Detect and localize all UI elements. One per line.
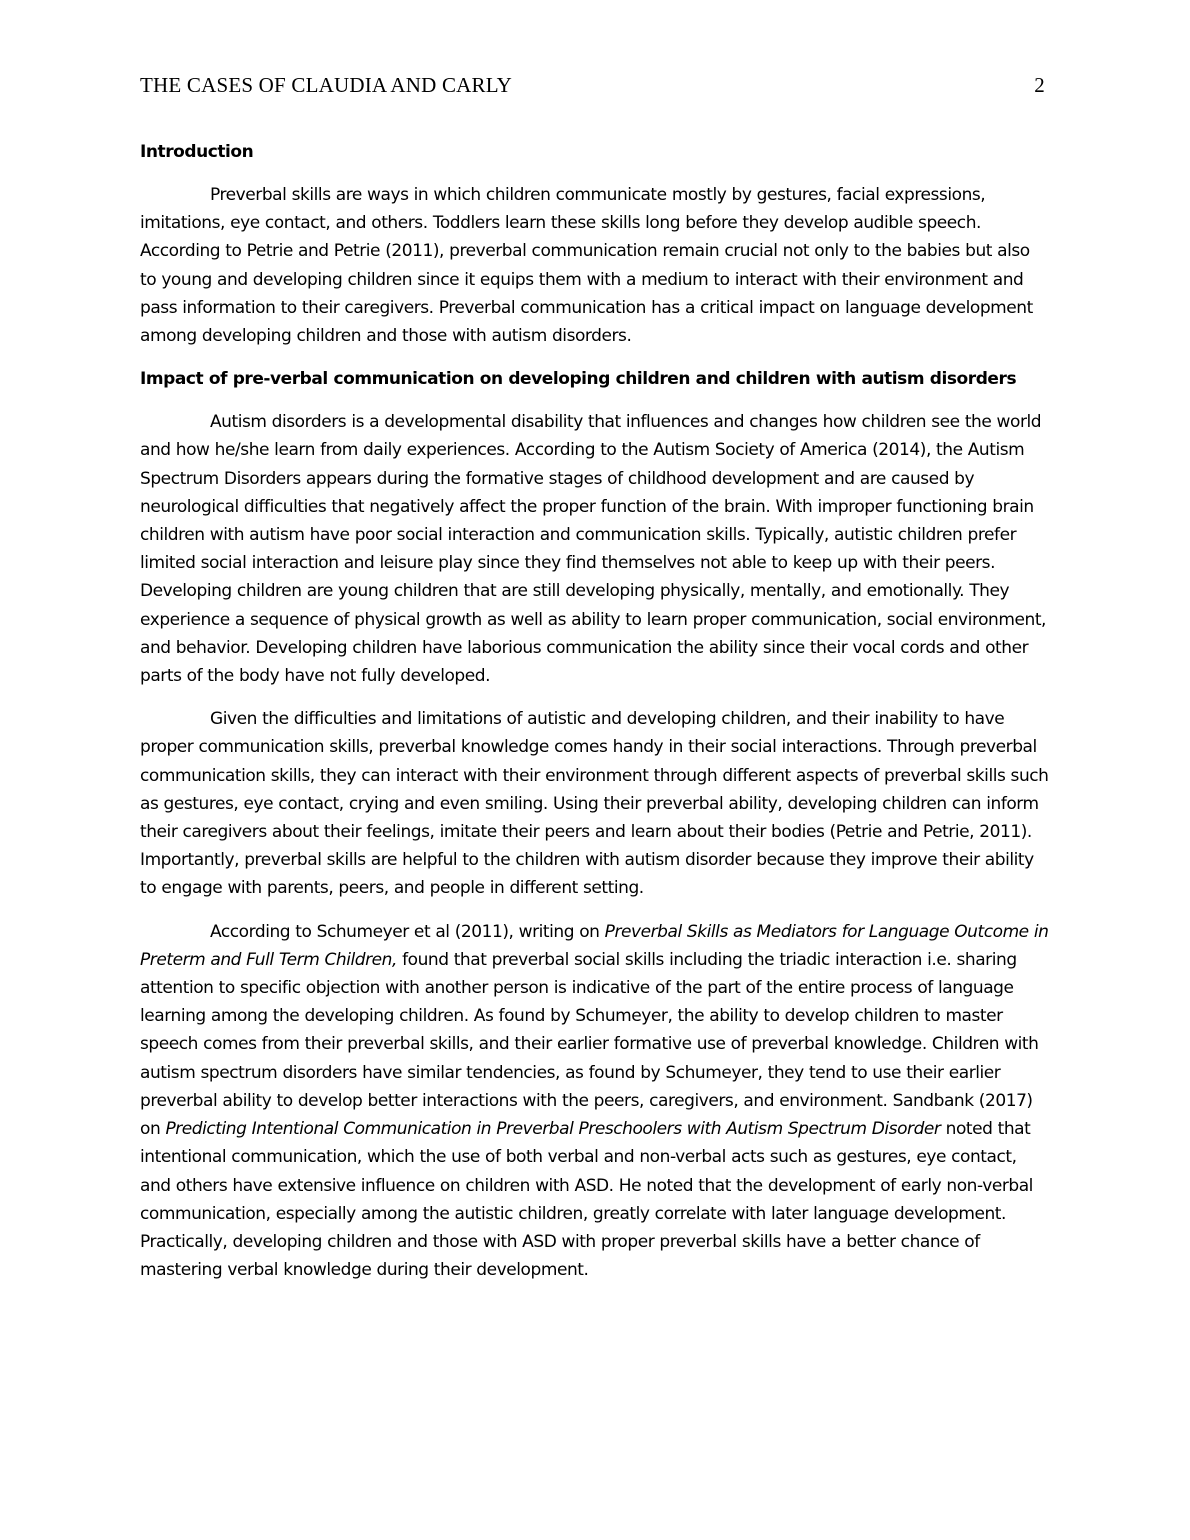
running-head-title: THE CASES OF CLAUDIA AND CARLY bbox=[140, 73, 513, 97]
section-heading-impact: Impact of pre-verbal communication on developing children and children with autism disorders bbox=[140, 369, 1017, 390]
cited-work-title: Predicting Intentional Communication in Preverbal Preschoolers with Autism Spectrum Disorder bbox=[165, 1119, 941, 1140]
paragraph-preverbal-knowledge: Given the difficulties and limitations of autistic and developing children, and their inability to have proper communication skills, preverbal knowledge comes handy in their social interactions. Through preverbal communication skills, they can interact with their environment through different aspects of preverbal skills such as gestures, eye contact, crying and even smiling. Using their preverbal ability, developing children can inform their caregivers about their feelings, imitate their peers and learn about their bodies (Petrie and Petrie, 2011). Importantly, preverbal skills are helpful to the children with autism disorder because they improve their ability to engage with parents, peers, and people in different setting. bbox=[140, 709, 1049, 899]
paragraph-text: According to Schumeyer et al (2011), writing on bbox=[210, 921, 605, 942]
page-number: 2 bbox=[1034, 73, 1045, 97]
paragraph-schumeyer-sandbank bbox=[140, 918, 1050, 1285]
running-head bbox=[140, 70, 1045, 100]
document-body bbox=[140, 138, 1050, 1299]
section-heading-introduction: Introduction bbox=[140, 142, 254, 162]
paragraph-text: found that preverbal social skills including the triadic interaction i.e. sharing attention to specific objection with another person is indicative of the part of the entire process of language learning among the developing children. As found by Schumeyer, the ability to develop children to master speech comes from their preverbal skills, and their earlier formative use of preverbal knowledge. Children with autism spectrum disorders have similar tendencies, as found by Schumeyer, they tend to use their earlier preverbal ability to develop better interactions with the peers, caregivers, and environment. Sandbank (2017) on bbox=[140, 949, 1039, 1140]
paragraph-autism-disorders: Autism disorders is a developmental disability that influences and changes how children see the world and how he/she learn from daily experiences. According to the Autism Society of America (2014), the Autism Spectrum Disorders appears during the formative stages of childhood development and are caused by neurological difficulties that negatively affect the proper function of the brain. With improper functioning brain children with autism have poor social interaction and communication skills. Typically, autistic children prefer limited social interaction and leisure play since they find themselves not able to keep up with their peers. Developing children are young children that are still developing physically, mentally, and emotionally. They experience a sequence of physical growth as well as ability to learn proper communication, social environment, and behavior. Developing children have laborious communication the ability since their vocal cords and other parts of the body have not fully developed. bbox=[140, 412, 1046, 687]
cited-work-title: Preverbal Skills as Mediators for Language Outcome in Preterm and Full Term Children, bbox=[140, 921, 1049, 970]
paragraph-text: noted that intentional communication, which the use of both verbal and non-verbal acts such as gestures, eye contact, and others have extensive influence on children with ASD. He noted that the development of early non-verbal communication, especially among the autistic children, greatly correlate with later language development. Practically, developing children and those with ASD with proper preverbal skills have a better chance of mastering verbal knowledge during their development. bbox=[140, 1119, 1033, 1281]
paragraph-introduction: Preverbal skills are ways in which children communicate mostly by gestures, facial expressions, imitations, eye contact, and others. Toddlers learn these skills long before they develop audible speech. According to Petrie and Petrie (2011), preverbal communication remain crucial not only to the babies but also to young and developing children since it equips them with a medium to interact with their environment and pass information to their caregivers. Preverbal communication has a critical impact on language development among developing children and those with autism disorders. bbox=[140, 185, 1033, 347]
